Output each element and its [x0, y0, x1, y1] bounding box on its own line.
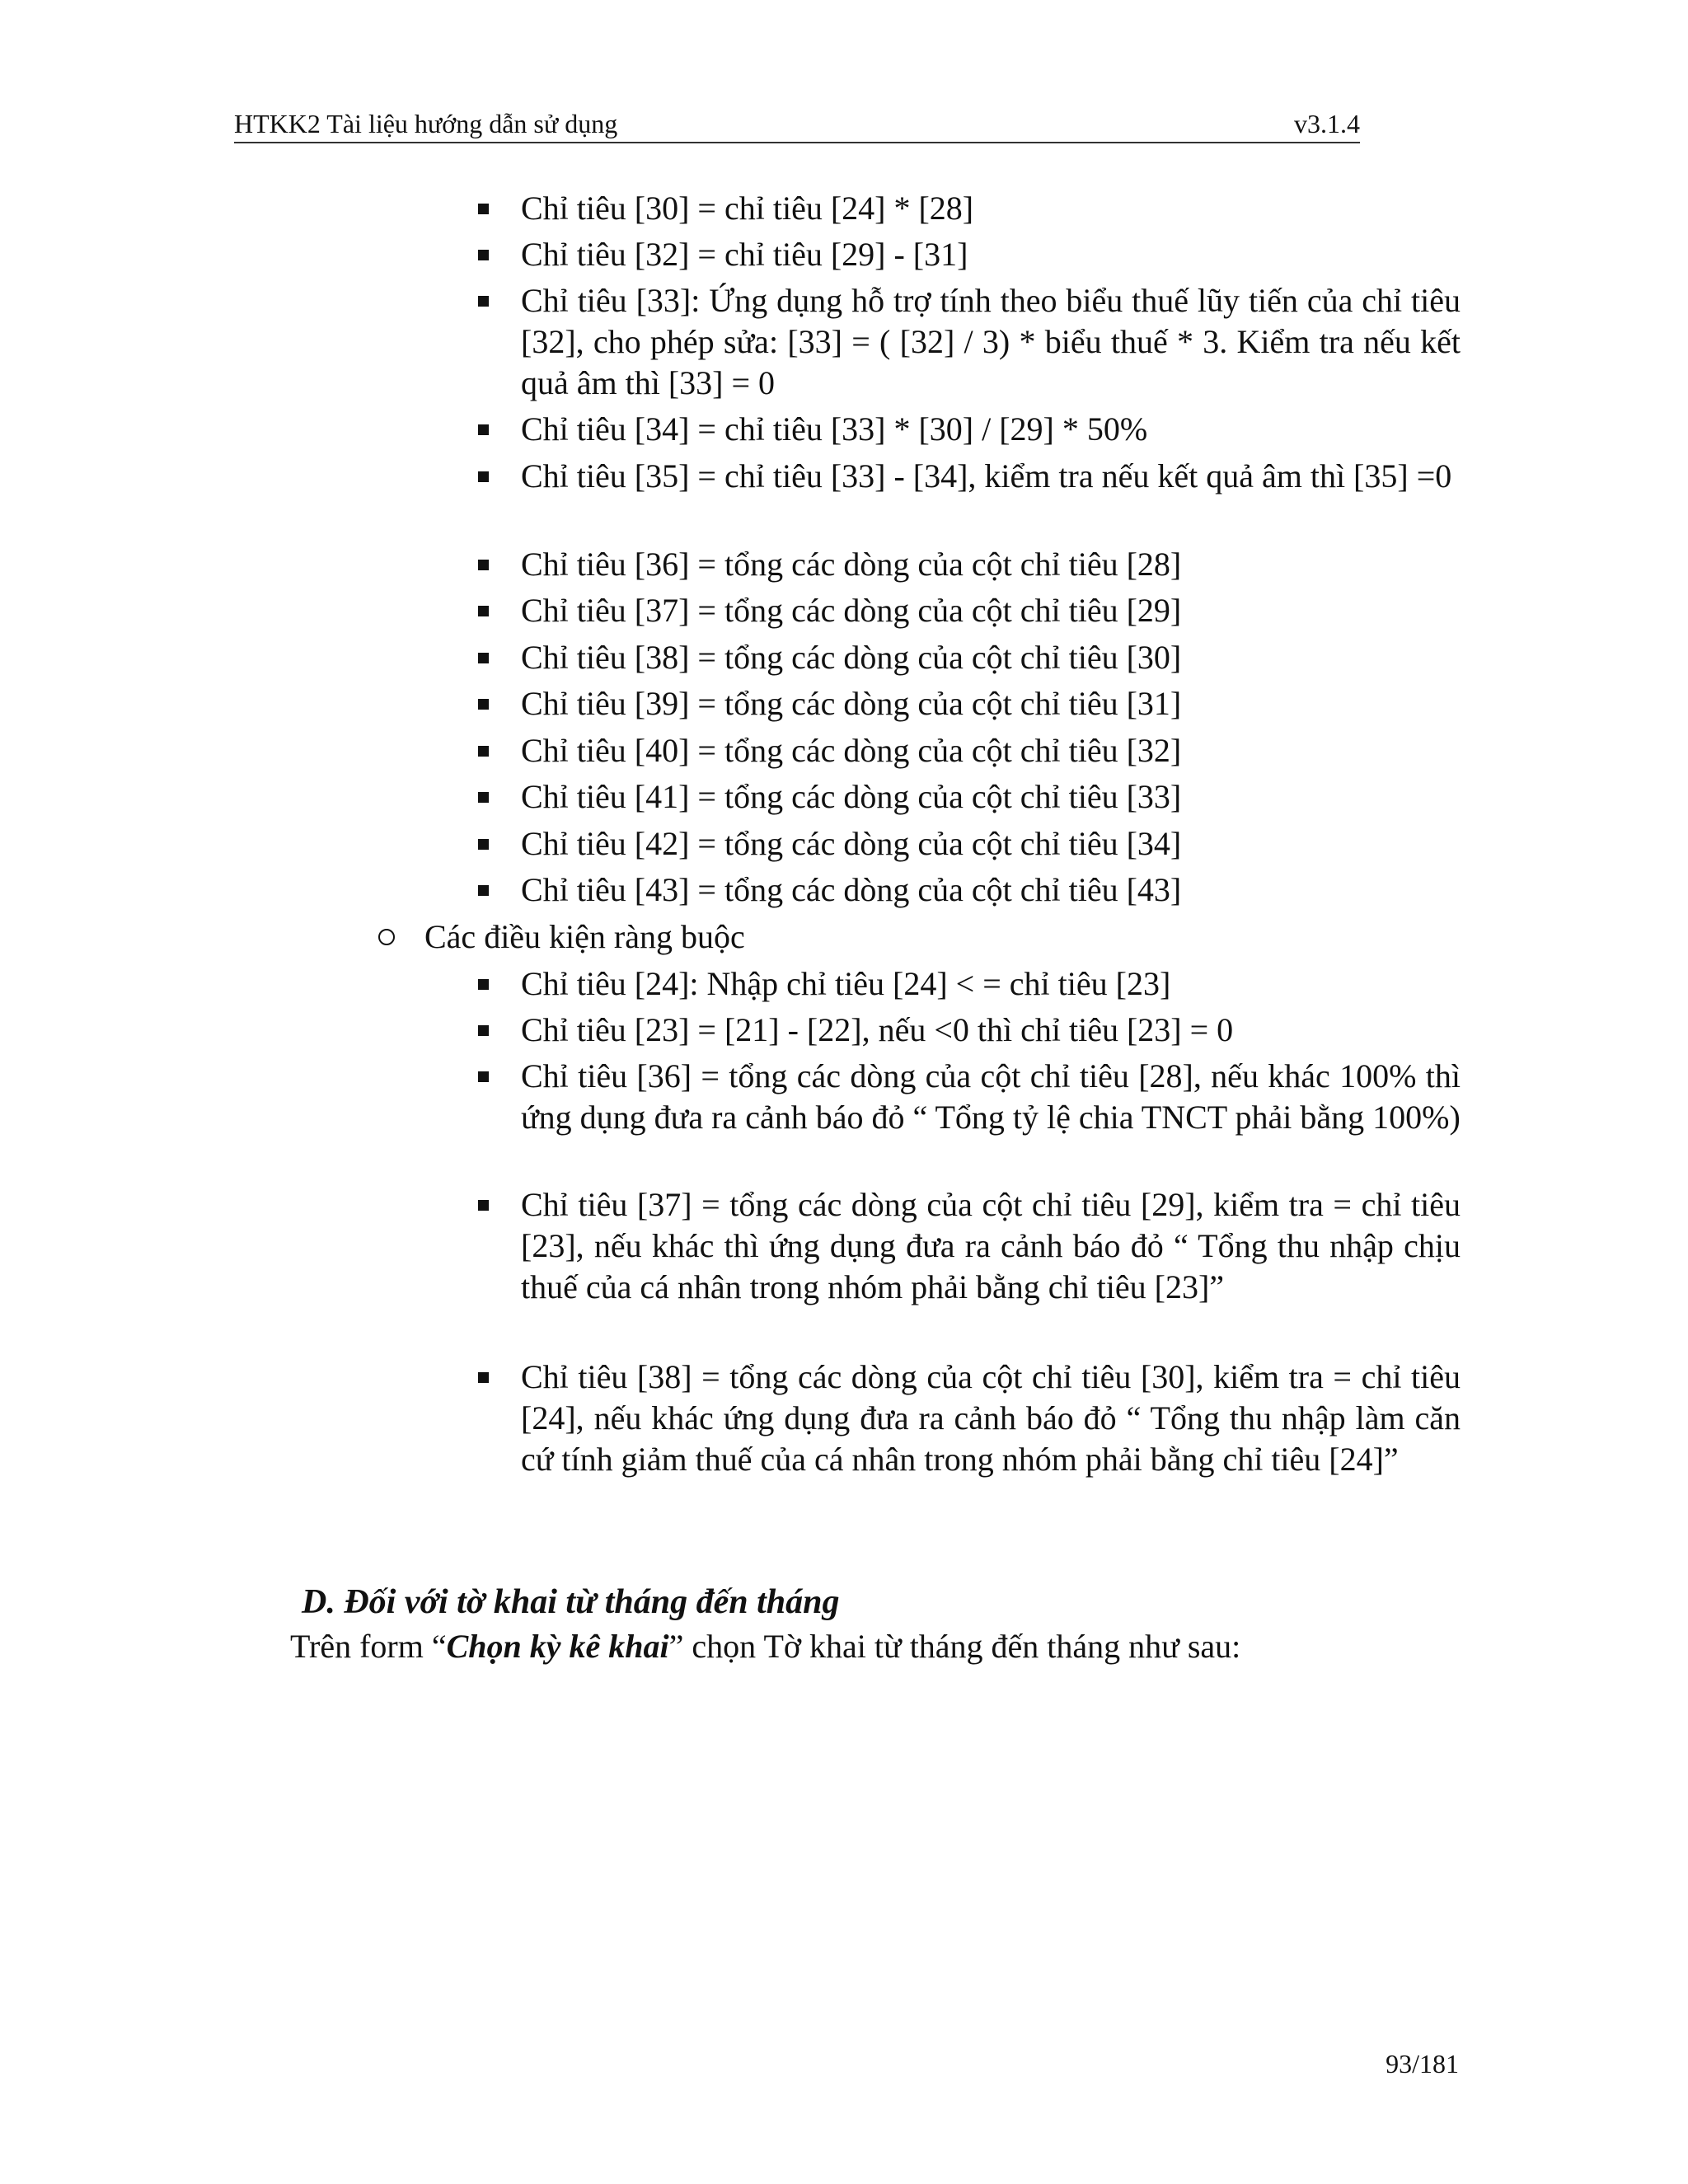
square-bullet-icon	[478, 560, 489, 570]
formula-text: Chỉ tiêu [33]: Ứng dụng hỗ trợ tính theo biểu thuế lũy tiến của chỉ tiêu [32], cho phép sửa: [33] = ( [32] / 3) * biểu thuế * 3. Kiểm tra nếu kết quả âm thì [33] = 0	[521, 282, 1461, 401]
formula-text: Chỉ tiêu [32] = chỉ tiêu [29] - [31]	[521, 236, 968, 273]
header-title: HTKK2 Tài liệu hướng dẫn sử dụng	[234, 109, 618, 138]
square-bullet-icon	[478, 792, 489, 803]
formula-item-40	[521, 730, 1461, 771]
formula-text: Chỉ tiêu [35] = chỉ tiêu [33] - [34], kiểm tra nếu kết quả âm thì [35] =0	[521, 457, 1452, 494]
formula-item-39	[521, 683, 1461, 724]
formula-text: Chỉ tiêu [42] = tổng các dòng của cột chỉ tiêu [34]	[521, 825, 1182, 862]
section-d-intro	[290, 1625, 1240, 1668]
square-bullet-icon	[478, 250, 489, 260]
intro-prefix: Trên form “	[290, 1628, 447, 1665]
circle-bullet-icon	[378, 929, 395, 945]
constraints-heading-text: Các điều kiện ràng buộc	[424, 918, 745, 955]
constraint-item-36	[521, 1056, 1461, 1138]
page-number: 93/181	[1386, 2049, 1459, 2079]
formula-item-37	[521, 590, 1461, 631]
square-bullet-icon	[478, 1200, 489, 1211]
square-bullet-icon	[478, 653, 489, 663]
square-bullet-icon	[478, 204, 489, 214]
formula-item-43	[521, 869, 1461, 911]
square-bullet-icon	[478, 1071, 489, 1082]
square-bullet-icon	[478, 424, 489, 435]
formula-text: Chỉ tiêu [30] = chỉ tiêu [24] * [28]	[521, 190, 974, 227]
section-d-title: D. Đối với tờ khai từ tháng đến tháng	[302, 1583, 840, 1621]
formula-item-35	[521, 456, 1461, 497]
formula-item-38	[521, 637, 1461, 678]
constraint-text: Chỉ tiêu [24]: Nhập chỉ tiêu [24] < = chỉ tiêu [23]	[521, 965, 1171, 1002]
intro-suffix: ” chọn Tờ khai từ tháng đến tháng như sau:	[668, 1628, 1241, 1665]
square-bullet-icon	[478, 979, 489, 990]
formula-item-32	[521, 234, 1461, 275]
formula-text: Chỉ tiêu [39] = tổng các dòng của cột chỉ tiêu [31]	[521, 685, 1182, 722]
intro-emphasis: Chọn kỳ kê khai	[446, 1628, 669, 1665]
square-bullet-icon	[478, 839, 489, 850]
square-bullet-icon	[478, 746, 489, 757]
formula-item-36	[521, 544, 1461, 585]
square-bullet-icon	[478, 606, 489, 616]
formula-item-33	[521, 280, 1461, 404]
square-bullet-icon	[478, 885, 489, 896]
formula-item-41	[521, 776, 1461, 818]
page-header	[234, 105, 1360, 143]
formula-text: Chỉ tiêu [37] = tổng các dòng của cột chỉ tiêu [29]	[521, 592, 1182, 629]
formula-text: Chỉ tiêu [43] = tổng các dòng của cột chỉ tiêu [43]	[521, 871, 1182, 908]
formula-text: Chỉ tiêu [34] = chỉ tiêu [33] * [30] / [29] * 50%	[521, 410, 1148, 448]
formula-text: Chỉ tiêu [36] = tổng các dòng của cột chỉ tiêu [28]	[521, 546, 1182, 583]
square-bullet-icon	[478, 1372, 489, 1383]
formula-text: Chỉ tiêu [38] = tổng các dòng của cột chỉ tiêu [30]	[521, 639, 1182, 676]
square-bullet-icon	[478, 1025, 489, 1036]
square-bullet-icon	[478, 296, 489, 307]
constraint-item-23	[521, 1010, 1461, 1051]
constraint-text: Chỉ tiêu [38] = tổng các dòng của cột chỉ tiêu [30], kiểm tra = chỉ tiêu [24], nếu khác ứng dụng đưa ra cảnh báo đỏ “ Tổng thu nhập làm căn cứ tính giảm thuế của cá nhân trong nhóm phải bằng chỉ tiêu [24]”	[521, 1358, 1461, 1478]
formula-text: Chỉ tiêu [41] = tổng các dòng của cột chỉ tiêu [33]	[521, 778, 1182, 815]
constraint-item-37	[521, 1184, 1461, 1308]
formula-item-42	[521, 823, 1461, 865]
square-bullet-icon	[478, 471, 489, 482]
header-version: v3.1.4	[1294, 109, 1360, 138]
constraint-text: Chỉ tiêu [23] = [21] - [22], nếu <0 thì chỉ tiêu [23] = 0	[521, 1011, 1234, 1048]
constraints-heading	[424, 916, 745, 958]
square-bullet-icon	[478, 699, 489, 710]
formula-text: Chỉ tiêu [40] = tổng các dòng của cột chỉ tiêu [32]	[521, 732, 1182, 769]
formula-item-30	[521, 188, 1461, 229]
constraint-text: Chỉ tiêu [36] = tổng các dòng của cột chỉ tiêu [28], nếu khác 100% thì ứng dụng đưa ra cảnh báo đỏ “ Tổng tỷ lệ chia TNCT phải bằng 100%)	[521, 1057, 1461, 1136]
constraint-text: Chỉ tiêu [37] = tổng các dòng của cột chỉ tiêu [29], kiểm tra = chỉ tiêu [23], nếu khác thì ứng dụng đưa ra cảnh báo đỏ “ Tổng thu nhập chịu thuế của cá nhân trong nhóm phải bằng chỉ tiêu [23]”	[521, 1186, 1461, 1305]
constraint-item-38	[521, 1357, 1461, 1480]
formula-item-34	[521, 409, 1461, 450]
constraint-item-24	[521, 963, 1461, 1005]
